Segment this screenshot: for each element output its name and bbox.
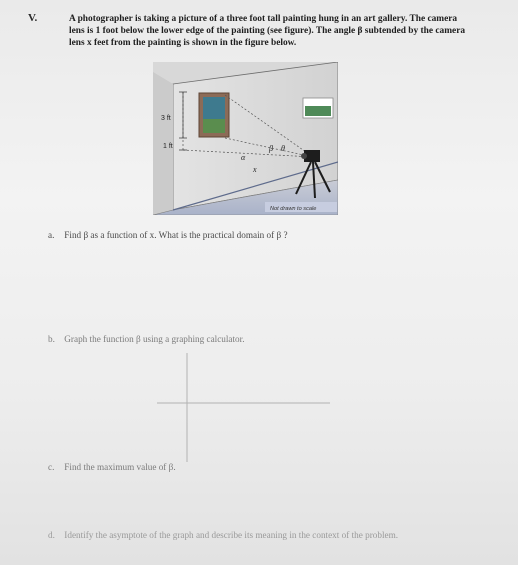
question-b-label: b. [48,334,55,344]
label-beta: β [269,144,273,153]
figure-caption: Not drawn to scale [270,206,317,212]
problem-number: V. [28,12,38,24]
question-d-text: Identify the asymptote of the graph and describe its meaning in the context of the problem. [64,530,399,540]
second-painting [303,98,333,118]
question-d-label: d. [48,530,55,540]
label-theta: θ [281,144,285,153]
question-b [48,334,245,344]
problem-statement: A photographer is taking a picture of a three foot tall painting hung in an art gallery. The camera lens is 1 foot below the lower edge of the painting (see figure). The angle β subtended by the camera lens x feet from the painting is shown in the figure below. [69,14,466,49]
painting [199,93,229,137]
label-1ft: 1 ft [163,143,173,150]
gallery-figure [153,62,338,215]
label-3ft: 3 ft [161,115,171,122]
label-x: x [253,165,257,174]
question-c [48,462,176,472]
question-c-label: c. [48,462,55,472]
question-d [48,530,438,541]
question-a-label: a. [48,230,55,240]
question-a-text: Find β as a function of x. What is the practical domain of β ? [64,230,288,240]
label-alpha: α [241,153,246,162]
question-c-text: Find the maximum value of β. [64,462,176,472]
graph-axes [157,353,330,462]
scene-background [153,62,338,215]
question-a [48,230,288,240]
question-b-text: Graph the function β using a graphing calculator. [64,334,245,344]
